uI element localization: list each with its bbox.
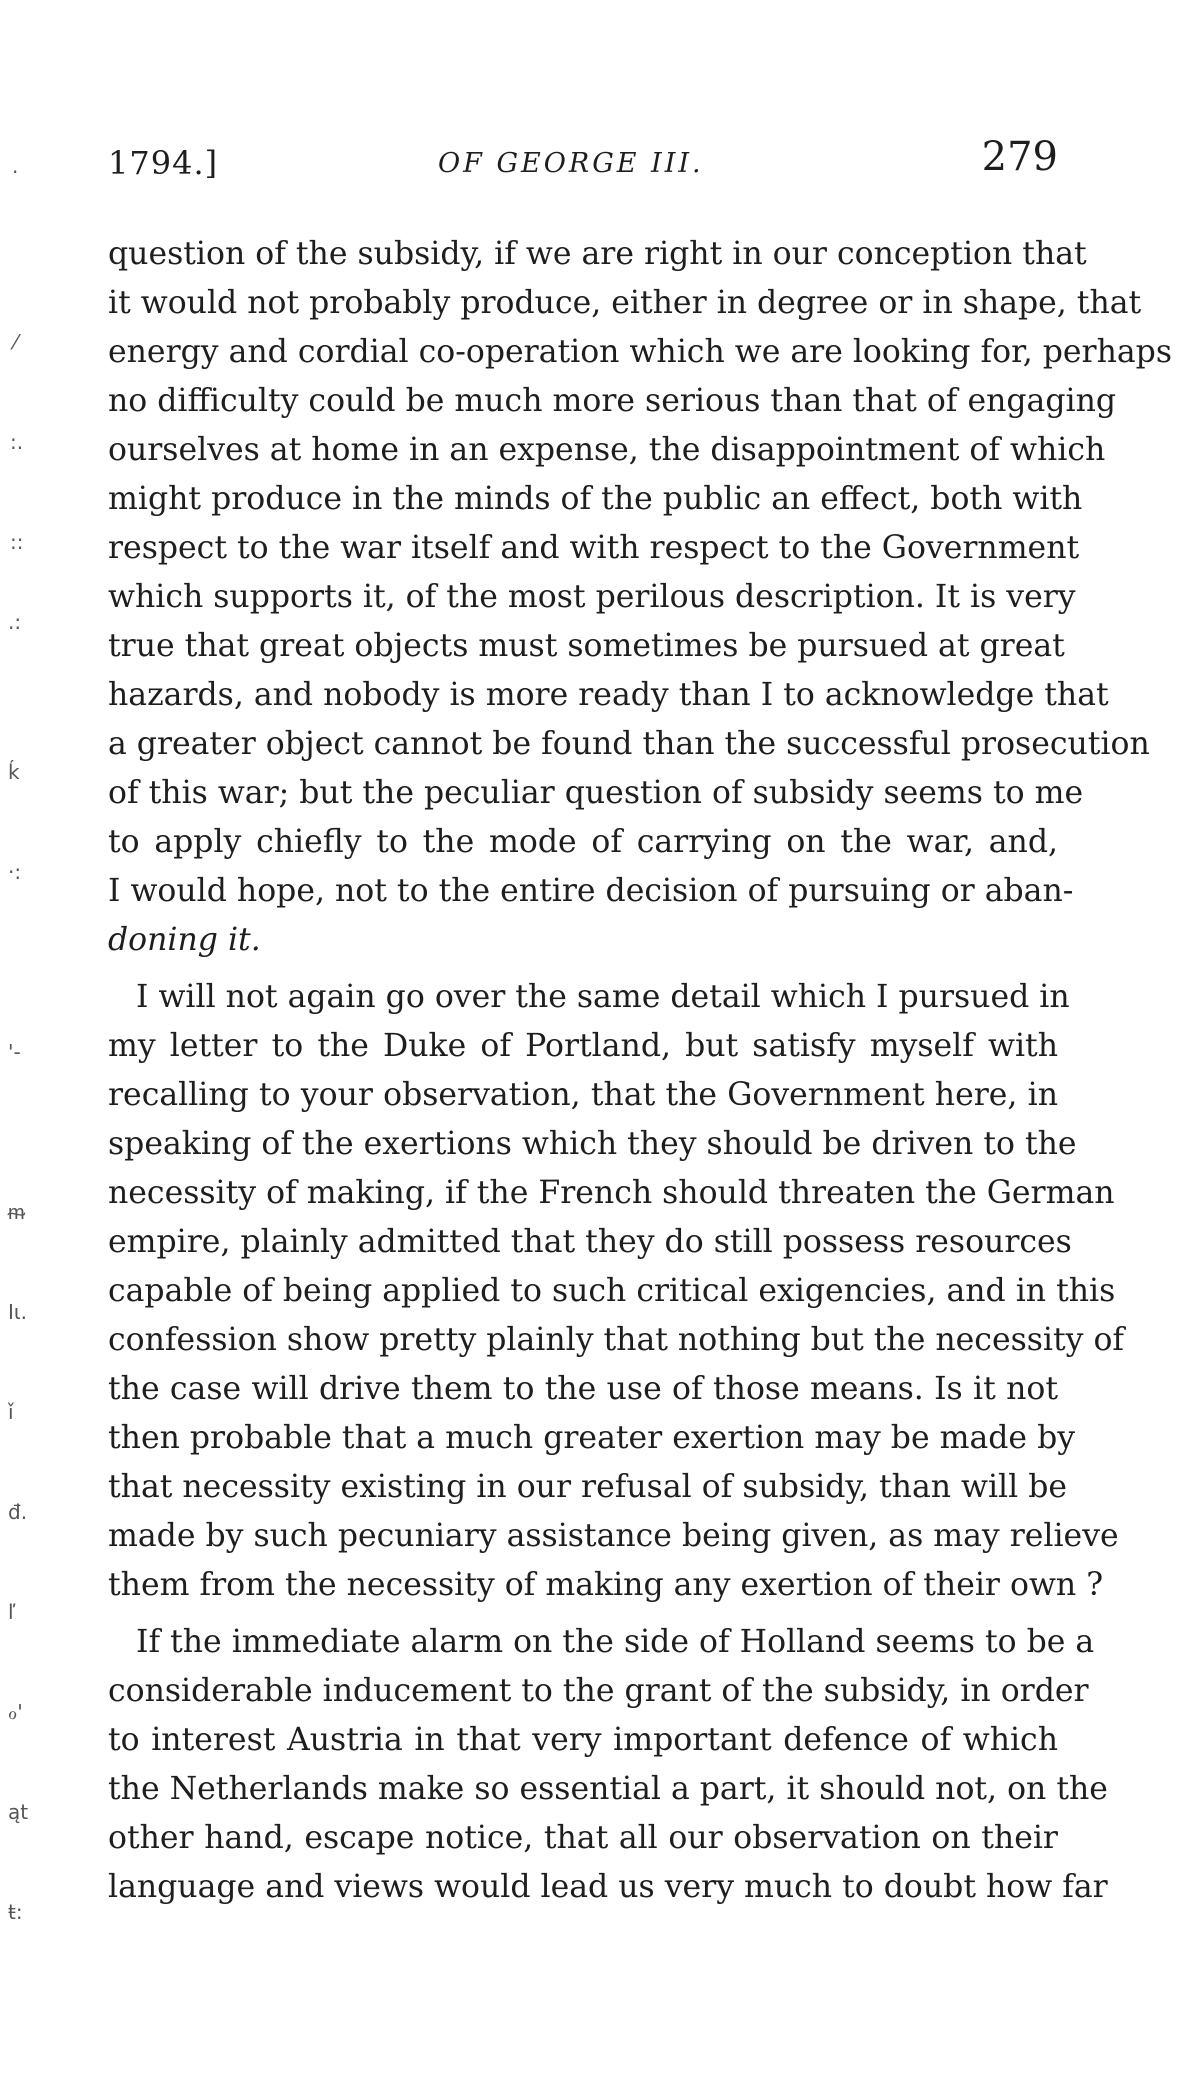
body-text xyxy=(108,230,1172,1912)
margin-mark: ąt xyxy=(8,1800,29,1824)
text-line: If the immediate alarm on the side of Holland seems to be a xyxy=(136,1624,1095,1660)
header-year: 1794.] xyxy=(108,144,219,182)
text-line: the Netherlands make so essential a part, it should not, on the xyxy=(108,1771,1108,1807)
margin-mark: ℴ' xyxy=(8,1700,23,1724)
text-line: hazards, and nobody is more ready than I to acknowledge that xyxy=(108,677,1109,713)
text-line: which supports it, of the most perilous description. It is very xyxy=(108,579,1076,615)
text-line: recalling to your observation, that the Government here, in xyxy=(108,1077,1058,1113)
text-line: other hand, escape notice, that all our observation on their xyxy=(108,1820,1058,1856)
text-line: doning it. xyxy=(108,922,261,958)
margin-mark: ḱ xyxy=(8,760,20,784)
text-line: that necessity existing in our refusal of subsidy, than will be xyxy=(108,1469,1068,1505)
margin-mark: · xyxy=(12,160,19,184)
text-line: question of the subsidy, if we are right in our conception that xyxy=(108,236,1087,272)
margin-mark: :: xyxy=(10,530,24,554)
text-line: might produce in the minds of the public an effect, both with xyxy=(108,481,1083,517)
text-line: capable of being applied to such critical exigencies, and in this xyxy=(108,1273,1116,1309)
text-line: I will not again go over the same detail which I pursued in xyxy=(136,979,1070,1015)
paragraph-2 xyxy=(108,973,1125,1610)
header-title: OF GEORGE III. xyxy=(438,148,704,179)
text-line: to apply chiefly to the mode of carrying on the war, and, xyxy=(108,824,1058,860)
margin-mark: ľ xyxy=(8,1600,16,1624)
text-line: the case will drive them to the use of those means. Is it not xyxy=(108,1371,1058,1407)
margin-mark: .: xyxy=(8,610,22,634)
left-margin-bleed-through xyxy=(0,0,60,2087)
text-line: speaking of the exertions which they should be driven to the xyxy=(108,1126,1077,1162)
margin-mark: Ιι. xyxy=(8,1300,28,1324)
margin-mark: '‐ xyxy=(8,1040,21,1064)
page-number: 279 xyxy=(981,134,1058,180)
text-line: them from the necessity of making any exertion of their own ? xyxy=(108,1567,1104,1603)
text-line: energy and cordial co-operation which we are looking for, perhaps xyxy=(108,334,1172,370)
text-line: considerable inducement to the grant of the subsidy, in order xyxy=(108,1673,1089,1709)
text-line: ourselves at home in an expense, the disappointment of which xyxy=(108,432,1106,468)
text-line: I would hope, not to the entire decision of pursuing or aban- xyxy=(108,873,1074,909)
margin-mark: ᵯ xyxy=(8,1200,25,1224)
text-line: empire, plainly admitted that they do still possess resources xyxy=(108,1224,1072,1260)
margin-mark: ŧ: xyxy=(8,1900,23,1924)
running-header xyxy=(108,134,1058,194)
text-line: made by such pecuniary assistance being given, as may relieve xyxy=(108,1518,1119,1554)
text-line: then probable that a much greater exertion may be made by xyxy=(108,1420,1076,1456)
text-line: to interest Austria in that very important defence of which xyxy=(108,1722,1058,1758)
text-line: confession show pretty plainly that nothing but the necessity of xyxy=(108,1322,1125,1358)
text-line: necessity of making, if the French should threaten the German xyxy=(108,1175,1115,1211)
text-line: language and views would lead us very much to doubt how far xyxy=(108,1869,1108,1905)
paragraph-3 xyxy=(108,1618,1108,1912)
text-line: respect to the war itself and with respect to the Government xyxy=(108,530,1080,566)
text-line: a greater object cannot be found than the successful prosecution xyxy=(108,726,1150,762)
margin-mark: ⁄ xyxy=(14,330,18,354)
text-line: no difficulty could be much more serious than that of engaging xyxy=(108,383,1117,419)
text-line: my letter to the Duke of Portland, but satisfy myself with xyxy=(108,1028,1058,1064)
margin-mark: ǐ xyxy=(8,1400,14,1424)
margin-mark: đ. xyxy=(8,1500,28,1524)
margin-mark: ·: xyxy=(8,860,22,884)
text-line: of this war; but the peculiar question of subsidy seems to me xyxy=(108,775,1084,811)
text-line: true that great objects must sometimes be pursued at great xyxy=(108,628,1065,664)
paragraph-1 xyxy=(108,230,1172,965)
margin-mark: :. xyxy=(10,430,24,454)
text-line: it would not probably produce, either in degree or in shape, that xyxy=(108,285,1142,321)
